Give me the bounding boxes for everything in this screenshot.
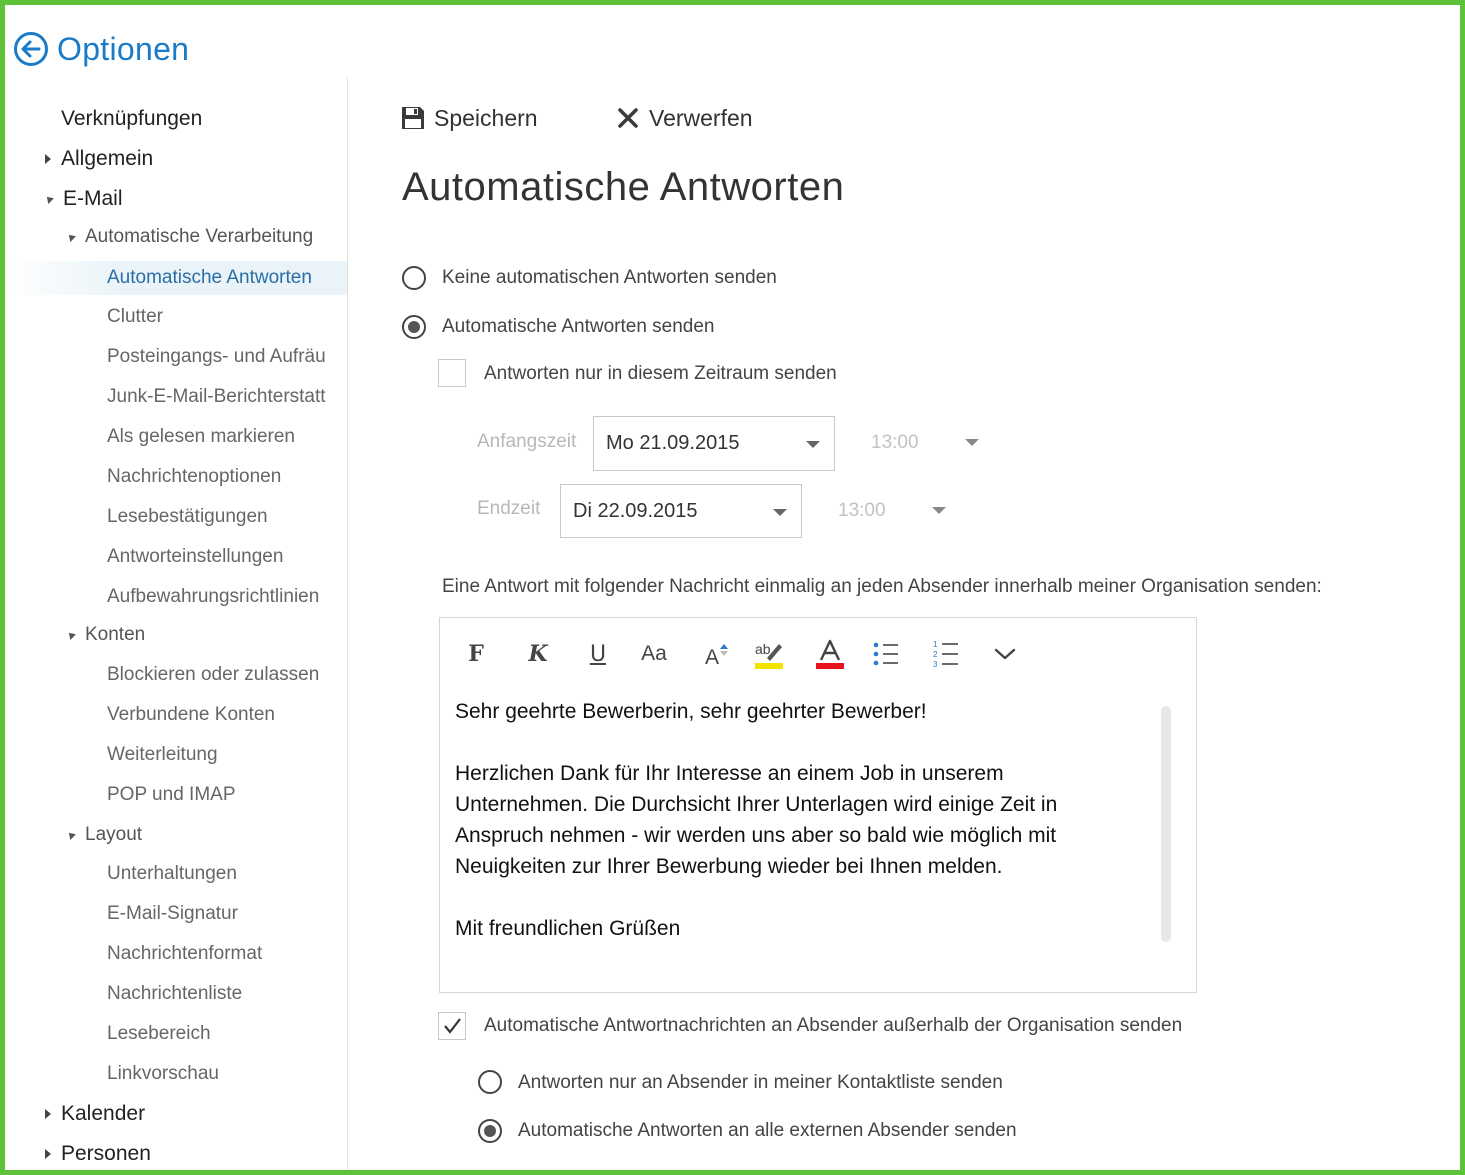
radio-send-replies[interactable] (402, 315, 426, 339)
radio-contacts-only-label[interactable]: Antworten nur an Absender in meiner Kontaktliste senden (518, 1072, 1003, 1093)
bullet-list-button[interactable] (872, 636, 900, 672)
sidebar-item-als-gelesen[interactable]: Als gelesen markieren (107, 426, 295, 447)
expand-icon (45, 1149, 51, 1159)
header (13, 27, 189, 71)
chevron-down-icon (773, 509, 787, 516)
editor-line: Anspruch nehmen - wir werden uns aber so bald wie möglich mit (455, 824, 1057, 847)
checkbox-outside-org-label[interactable]: Automatische Antwortnachrichten an Absender außerhalb der Organisation senden (484, 1015, 1183, 1036)
chevron-down-icon[interactable] (965, 439, 979, 446)
radio-all-external[interactable] (478, 1119, 502, 1143)
editor-line: Unternehmen. Die Durchsicht Ihrer Unterlagen wird einige Zeit in (455, 793, 1058, 816)
expand-icon (45, 154, 51, 164)
back-arrow-icon[interactable] (13, 31, 49, 67)
collapse-icon (66, 630, 76, 640)
up-down-icon (719, 643, 729, 657)
start-time-label: Anfangszeit (477, 431, 577, 452)
sidebar-item-unterhaltungen[interactable]: Unterhaltungen (107, 863, 237, 884)
checkbox-time-range[interactable] (438, 359, 466, 387)
more-options-button[interactable] (992, 636, 1018, 672)
sidebar-item-aufbewahrungsrichtlinien[interactable]: Aufbewahrungsrichtlinien (107, 586, 320, 607)
font-size-button[interactable]: Aa (641, 642, 667, 665)
svg-text:2: 2 (933, 650, 938, 659)
font-color-icon (815, 638, 845, 670)
sidebar-item-linkvorschau[interactable]: Linkvorschau (107, 1063, 219, 1084)
checkmark-icon (439, 1013, 465, 1039)
collapse-icon (44, 194, 54, 204)
radio-all-external-label[interactable]: Automatische Antworten an alle externen Absender senden (518, 1120, 1017, 1141)
floppy-disk-icon (400, 105, 426, 131)
header-title[interactable]: Optionen (57, 30, 190, 67)
sidebar-item-junk-email[interactable]: Junk-E-Mail-Berichterstatt (107, 386, 326, 407)
sidebar-item-email-signatur[interactable]: E-Mail-Signatur (107, 903, 238, 924)
end-date-select[interactable]: Di 22.09.2015 (560, 484, 802, 538)
collapse-icon (66, 232, 76, 242)
editor-line (455, 882, 1145, 913)
discard-button[interactable]: Verwerfen (617, 101, 753, 135)
page-title: Automatische Antworten (402, 165, 845, 209)
editor-line: Sehr geehrte Bewerberin, sehr geehrter Bewerber! (455, 700, 927, 723)
sidebar-item-automatische-antworten[interactable]: Automatische Antworten (5, 261, 348, 295)
chevron-down-icon (994, 647, 1016, 661)
numbered-list-button[interactable] (932, 636, 960, 672)
checkbox-outside-org[interactable] (438, 1012, 466, 1040)
sidebar-item-layout[interactable]: Layout (67, 819, 142, 851)
chevron-down-icon[interactable] (932, 507, 946, 514)
sidebar-item-konten[interactable]: Konten (67, 619, 145, 651)
sidebar-item-kalender[interactable]: Kalender (45, 1098, 145, 1130)
sidebar-item-personen[interactable]: Personen (45, 1138, 151, 1170)
end-time-select[interactable]: 13:00 (838, 500, 886, 521)
editor-line: Herzlichen Dank für Ihr Interesse an einem Job in unserem (455, 762, 1004, 785)
sidebar-item-clutter[interactable]: Clutter (107, 306, 163, 327)
checkbox-time-range-label[interactable]: Antworten nur in diesem Zeitraum senden (484, 363, 837, 384)
svg-text:3: 3 (933, 660, 938, 669)
sidebar-item-pop-imap[interactable]: POP und IMAP (107, 784, 236, 805)
sidebar (5, 77, 348, 1175)
sidebar-item-nachrichtenoptionen[interactable]: Nachrichtenoptionen (107, 466, 282, 487)
sidebar-item-lesebereich[interactable]: Lesebereich (107, 1023, 211, 1044)
radio-no-replies-label[interactable]: Keine automatischen Antworten senden (442, 267, 777, 288)
bullet-list-icon (873, 640, 899, 668)
sidebar-item-verbundene-konten[interactable]: Verbundene Konten (107, 704, 275, 725)
editor-scrollbar[interactable] (1161, 706, 1171, 942)
numbered-list-icon (933, 639, 959, 669)
chevron-down-icon (806, 441, 820, 448)
svg-text:1: 1 (933, 640, 938, 649)
collapse-icon (66, 830, 76, 840)
sidebar-item-lesebestaetigungen[interactable]: Lesebestätigungen (107, 506, 268, 527)
underline-button[interactable]: U (589, 641, 607, 667)
sidebar-item-email[interactable]: E-Mail (45, 183, 123, 215)
sidebar-item-verknuepfungen[interactable]: Verknüpfungen (61, 107, 203, 130)
grow-font-button[interactable]: A (702, 636, 732, 672)
svg-text:ab: ab (755, 641, 771, 657)
editor-line: Mit freundlichen Grüßen (455, 917, 681, 940)
save-button[interactable]: Speichern (400, 101, 538, 135)
sidebar-item-nachrichtenliste[interactable]: Nachrichtenliste (107, 983, 243, 1004)
expand-icon (45, 1109, 51, 1119)
radio-no-replies[interactable] (402, 266, 426, 290)
sidebar-item-antworteinstellungen[interactable]: Antworteinstellungen (107, 546, 284, 567)
bold-button[interactable]: F (468, 641, 484, 667)
editor-line (455, 727, 1145, 758)
message-editor (439, 617, 1197, 993)
sidebar-item-automatische-verarbeitung[interactable]: Automatische Verarbeitung (67, 221, 313, 253)
radio-send-replies-label[interactable]: Automatische Antworten senden (442, 316, 715, 337)
end-time-label: Endzeit (477, 498, 541, 519)
editor-text[interactable] (455, 696, 1145, 976)
sidebar-item-nachrichtenformat[interactable]: Nachrichtenformat (107, 943, 263, 964)
start-time-select[interactable]: 13:00 (871, 432, 919, 453)
start-date-select[interactable]: Mo 21.09.2015 (593, 416, 835, 471)
sidebar-item-posteingang[interactable]: Posteingangs- und Aufräu (107, 346, 326, 367)
radio-contacts-only[interactable] (478, 1070, 502, 1094)
italic-button[interactable]: K (528, 641, 548, 667)
editor-line: Neuigkeiten zur Ihrer Bewerbung wieder bei Ihnen melden. (455, 855, 1003, 878)
sidebar-item-weiterleitung[interactable]: Weiterleitung (107, 744, 218, 765)
close-icon (617, 107, 639, 129)
sidebar-item-blockieren[interactable]: Blockieren oder zulassen (107, 664, 320, 685)
inside-org-label: Eine Antwort mit folgender Nachricht einmalig an jeden Absender innerhalb meiner Organisation senden: (442, 576, 1322, 597)
sidebar-item-allgemein[interactable]: Allgemein (45, 143, 153, 175)
highlighter-icon (753, 638, 785, 670)
font-color-button[interactable] (814, 636, 846, 672)
highlight-button[interactable] (752, 636, 786, 672)
